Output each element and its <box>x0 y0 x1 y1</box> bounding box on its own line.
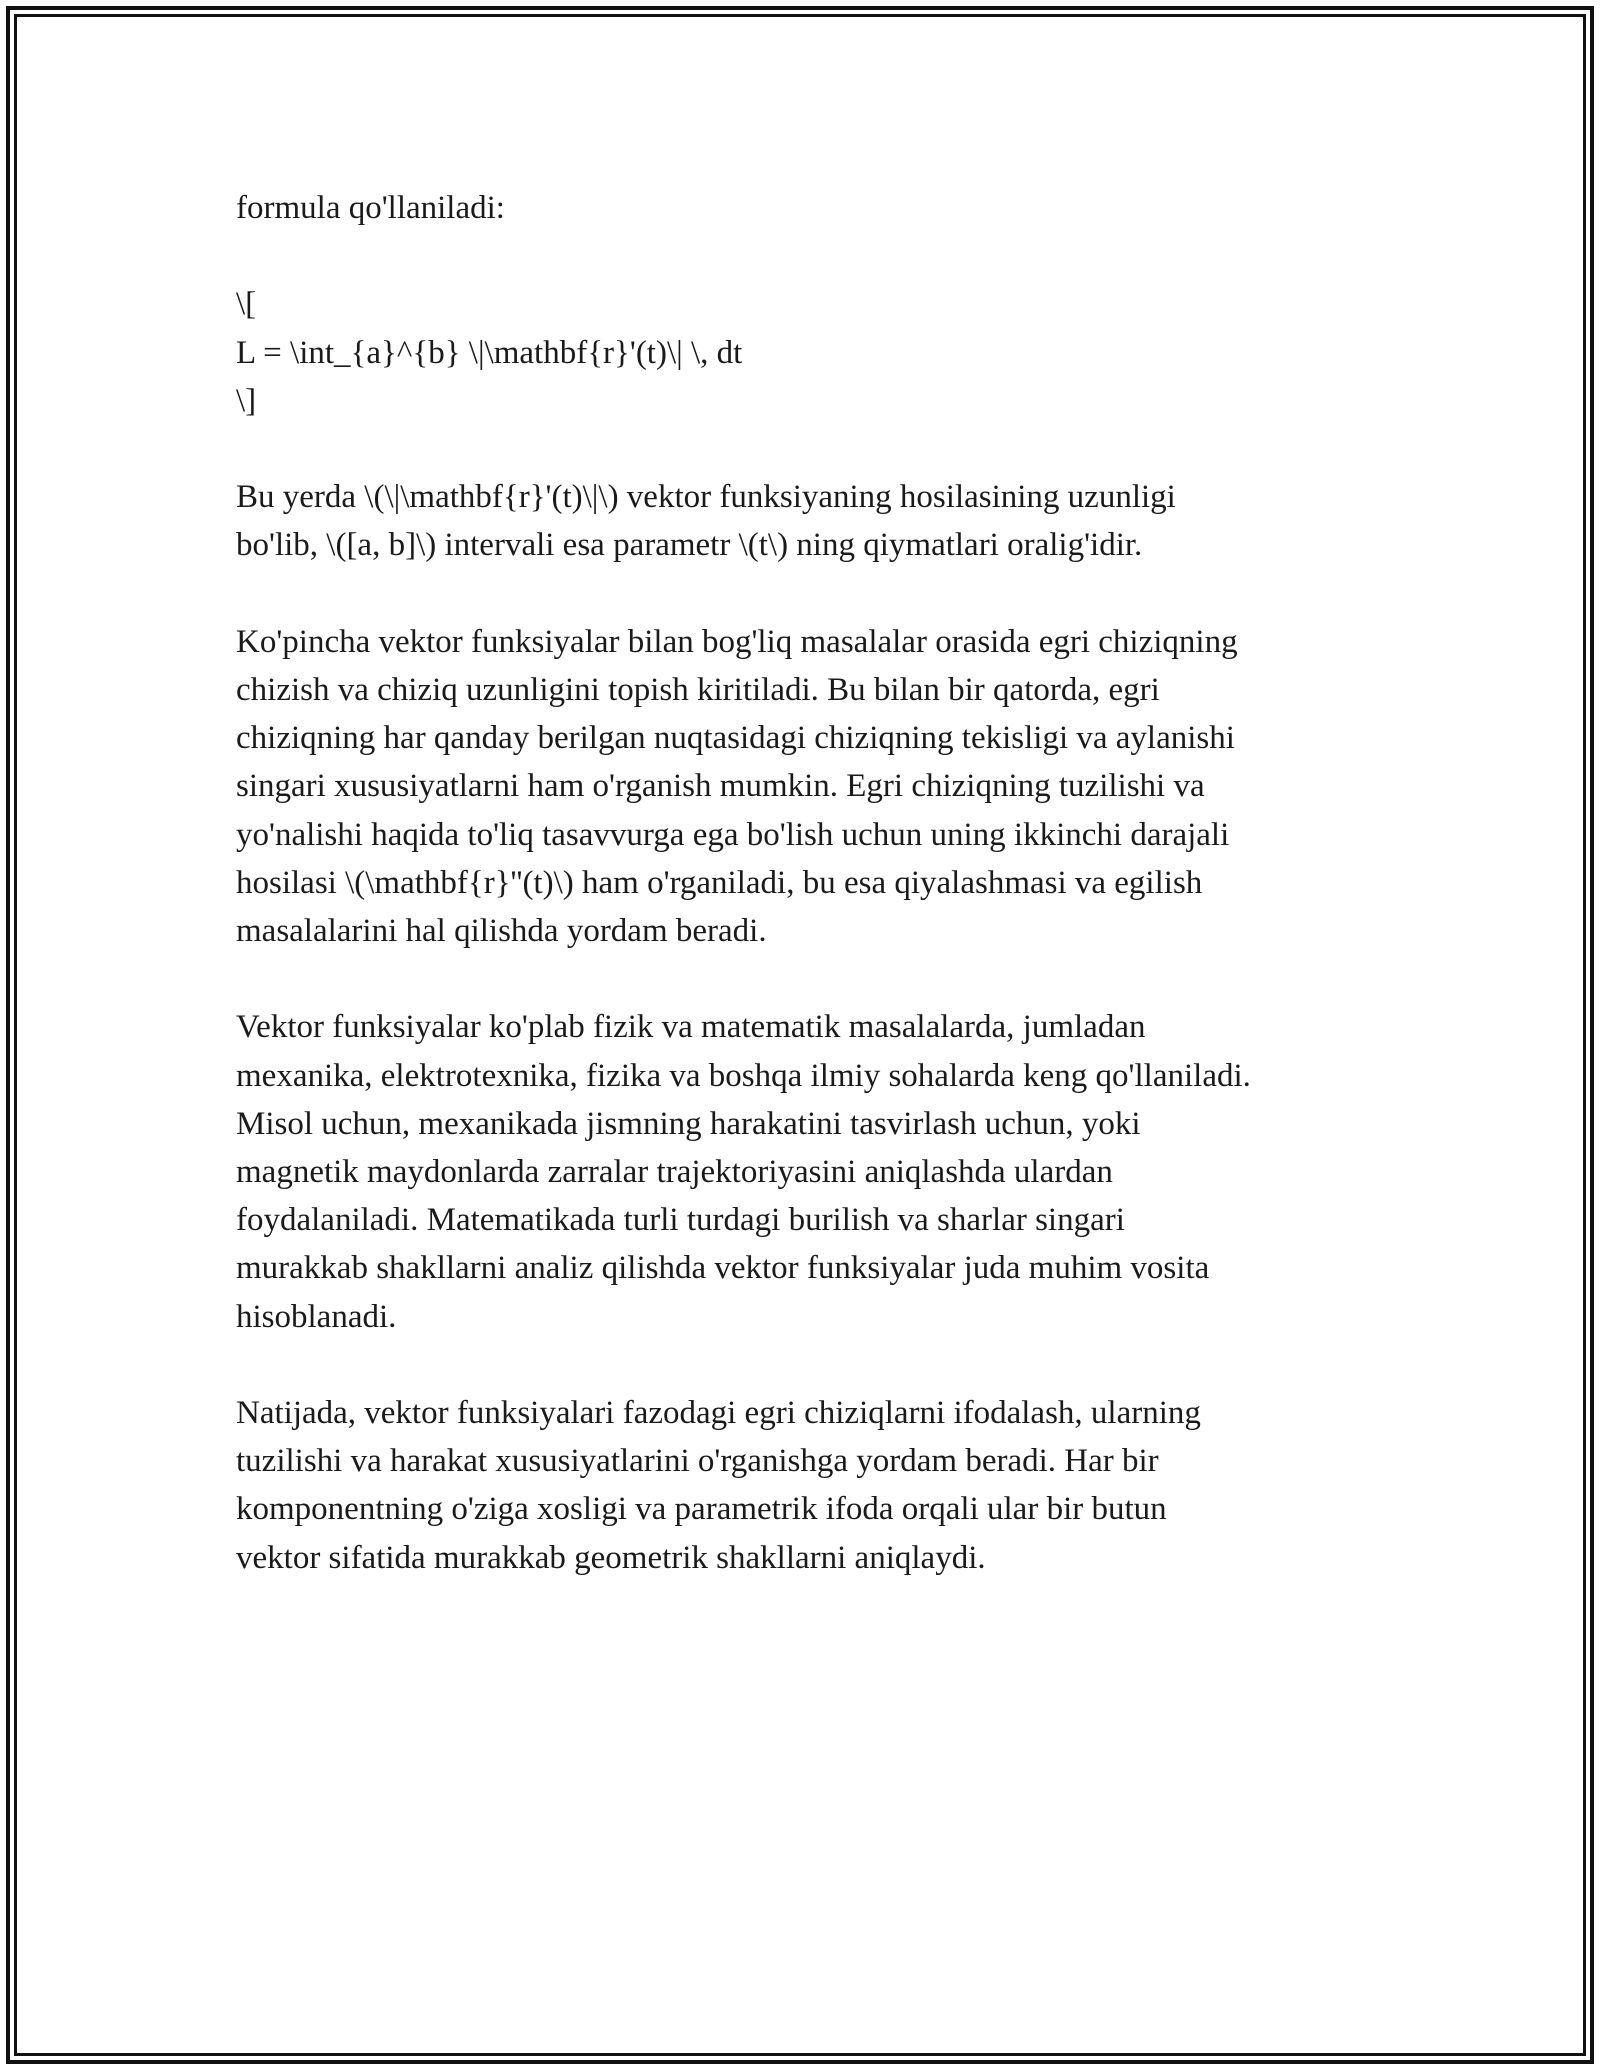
paragraph-gap <box>236 425 1376 473</box>
display-formula <box>236 280 1376 425</box>
formula-line: L = \int_{a}^{b} \|\mathbf{r}'(t)\| \, dt <box>236 334 743 371</box>
intro-paragraph <box>236 184 1376 232</box>
text-line: hosilasi \(\mathbf{r}''(t)\) ham o'rganiladi, bu esa qiyalashmasi va egilish <box>236 864 1203 901</box>
text-line: komponentning o'ziga xosligi va parametrik ifoda orqali ular bir butun <box>236 1491 1167 1528</box>
text-line: Ko'pincha vektor funksiyalar bilan bog'liq masalalar orasida egri chiziqning <box>236 623 1238 660</box>
text-line: foydalaniladi. Matematikada turli turdagi burilish va sharlar singari <box>236 1202 1125 1239</box>
paragraph-gap <box>236 232 1376 280</box>
paragraph-derivative-length <box>236 473 1376 569</box>
paragraph-gap <box>236 955 1376 1003</box>
text-line: singari xususiyatlarni ham o'rganish mumkin. Egri chiziqning tuzilishi va <box>236 768 1205 805</box>
text-line: masalalarini hal qilishda yordam beradi. <box>236 913 767 949</box>
text-line: bo'lib, \([a, b]\) intervali esa parametr \(t\) ning qiymatlari oralig'idir. <box>236 527 1143 564</box>
text-line: Natijada, vektor funksiyalari fazodagi egri chiziqlarni ifodalash, ularning <box>236 1395 1201 1431</box>
paragraph-applications <box>236 1003 1376 1340</box>
text-line: mexanika, elektrotexnika, fizika va boshqa ilmiy sohalarda keng qo'llaniladi. <box>236 1057 1251 1094</box>
text-line: hisoblanadi. <box>236 1298 397 1335</box>
text-line: Vektor funksiyalar ko'plab fizik va matematik masalalarda, jumladan <box>236 1009 1146 1046</box>
text-line: vektor sifatida murakkab geometrik shakllarni aniqlaydi. <box>236 1539 986 1576</box>
paragraph-gap <box>236 1341 1376 1389</box>
paragraph-conclusion <box>236 1389 1376 1582</box>
formula-line: \[ <box>236 286 257 323</box>
text-line: yo'nalishi haqida to'liq tasavvurga ega bo'lish uchun uning ikkinchi darajali <box>236 816 1230 853</box>
text-line: chiziqning har qanday berilgan nuqtasidagi chiziqning tekisligi va aylanishi <box>236 720 1235 757</box>
text-line: tuzilishi va harakat xususiyatlarini o'rganishga yordam beradi. Har bir <box>236 1443 1159 1480</box>
text-line: Bu yerda \(\|\mathbf{r}'(t)\|\) vektor funksiyaning hosilasining uzunligi <box>236 479 1176 516</box>
paragraph-curve-properties <box>236 618 1376 955</box>
document-body <box>236 184 1376 1582</box>
paragraph-gap <box>236 570 1376 618</box>
formula-line: \] <box>236 382 257 419</box>
text-line: chizish va chiziq uzunligini topish kiritiladi. Bu bilan bir qatorda, egri <box>236 671 1160 708</box>
text-line: murakkab shakllarni analiz qilishda vektor funksiyalar juda muhim vosita <box>236 1250 1210 1287</box>
text-line: formula qo'llaniladi: <box>236 190 505 226</box>
text-line: magnetik maydonlarda zarralar trajektoriyasini aniqlashda ulardan <box>236 1154 1113 1190</box>
text-line: Misol uchun, mexanikada jismning harakatini tasvirlash uchun, yoki <box>236 1105 1141 1142</box>
